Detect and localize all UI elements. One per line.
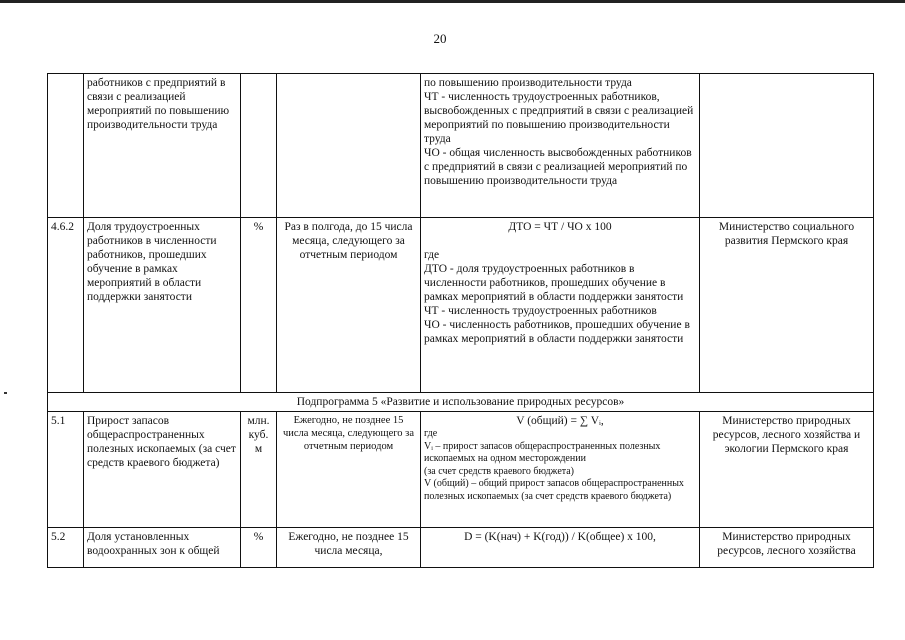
table-row-continuation xyxy=(48,74,874,218)
cell-method xyxy=(421,528,700,568)
cell-period xyxy=(277,74,421,218)
section-header-row xyxy=(48,393,874,412)
cell-responsible xyxy=(700,74,874,218)
cell-unit: % xyxy=(241,218,277,393)
method-line: ЧТ - численность трудоустроенных работников, высвобожденных с предприятий в связи с реализацией мероприятий по повышению производительности труда xyxy=(424,91,694,145)
method-line: (за счет средств краевого бюджета) xyxy=(424,465,575,477)
cell-unit: % xyxy=(241,528,277,568)
table-row-4-6-2 xyxy=(48,218,874,393)
indicators-table xyxy=(47,73,874,568)
cell-num xyxy=(48,74,84,218)
method-line: где xyxy=(424,428,438,439)
method-line: по повышению производительности труда xyxy=(424,77,632,89)
method-line: V (общий) – общий прирост запасов общераспространенных полезных ископаемых (за счет средств краевого бюджета) xyxy=(424,478,684,502)
formula: ДТО = ЧТ / ЧО х 100 xyxy=(508,221,612,233)
formula: D = (K(нач) + K(год)) / K(общее) х 100, xyxy=(464,531,656,543)
cell-period: Раз в полгода, до 15 числа месяца, следующего за отчетным периодом xyxy=(277,218,421,393)
margin-mark xyxy=(4,392,7,394)
cell-period: Ежегодно, не позднее 15 числа месяца, следующего за отчетным периодом xyxy=(277,412,421,528)
cell-responsible: Министерство социального развития Пермского края xyxy=(700,218,874,393)
method-line: Vᵢ – прирост запасов общераспространенных полезных ископаемых на одном месторождении xyxy=(424,440,661,464)
cell-responsible: Министерство природных ресурсов, лесного хозяйства и экологии Пермского края xyxy=(700,412,874,528)
table-row-5-2 xyxy=(48,528,874,568)
cell-num: 5.1 xyxy=(48,412,84,528)
cell-indicator: Доля трудоустроенных работников в численности работников, прошедших обучение в рамках мероприятий в области поддержки занятости xyxy=(84,218,241,393)
cell-num: 4.6.2 xyxy=(48,218,84,393)
cell-unit: млн. куб. м xyxy=(241,412,277,528)
cell-indicator: работников с предприятий в связи с реализацией мероприятий по повышению производительности труда xyxy=(84,74,241,218)
top-border-line xyxy=(0,0,905,3)
method-line: где xyxy=(424,249,440,261)
cell-indicator: Прирост запасов общераспространенных полезных ископаемых (за счет средств краевого бюджета) xyxy=(84,412,241,528)
cell-unit xyxy=(241,74,277,218)
cell-method xyxy=(421,74,700,218)
method-line: ЧТ - численность трудоустроенных работников xyxy=(424,305,657,317)
cell-num: 5.2 xyxy=(48,528,84,568)
cell-method xyxy=(421,412,700,528)
cell-period: Ежегодно, не позднее 15 числа месяца, xyxy=(277,528,421,568)
formula: V (общий) = ∑ Vᵢ, xyxy=(516,415,604,427)
method-line: ДТО - доля трудоустроенных работников в численности работников, прошедших обучение в рамках мероприятий в области поддержки занятости xyxy=(424,263,684,303)
method-line: ЧО - численность работников, прошедших обучение в рамках мероприятий в области поддержки занятости xyxy=(424,319,690,345)
section-title: Подпрограмма 5 «Развитие и использование природных ресурсов» xyxy=(48,393,874,412)
method-line: ЧО - общая численность высвобожденных работников с предприятий в связи с реализацией мероприятий по повышению производительности труда xyxy=(424,147,692,187)
spacer xyxy=(424,234,696,248)
page-number: 20 xyxy=(433,31,447,46)
cell-indicator: Доля установленных водоохранных зон к общей xyxy=(84,528,241,568)
cell-responsible: Министерство природных ресурсов, лесного хозяйства xyxy=(700,528,874,568)
cell-method xyxy=(421,218,700,393)
table-row-5-1 xyxy=(48,412,874,528)
